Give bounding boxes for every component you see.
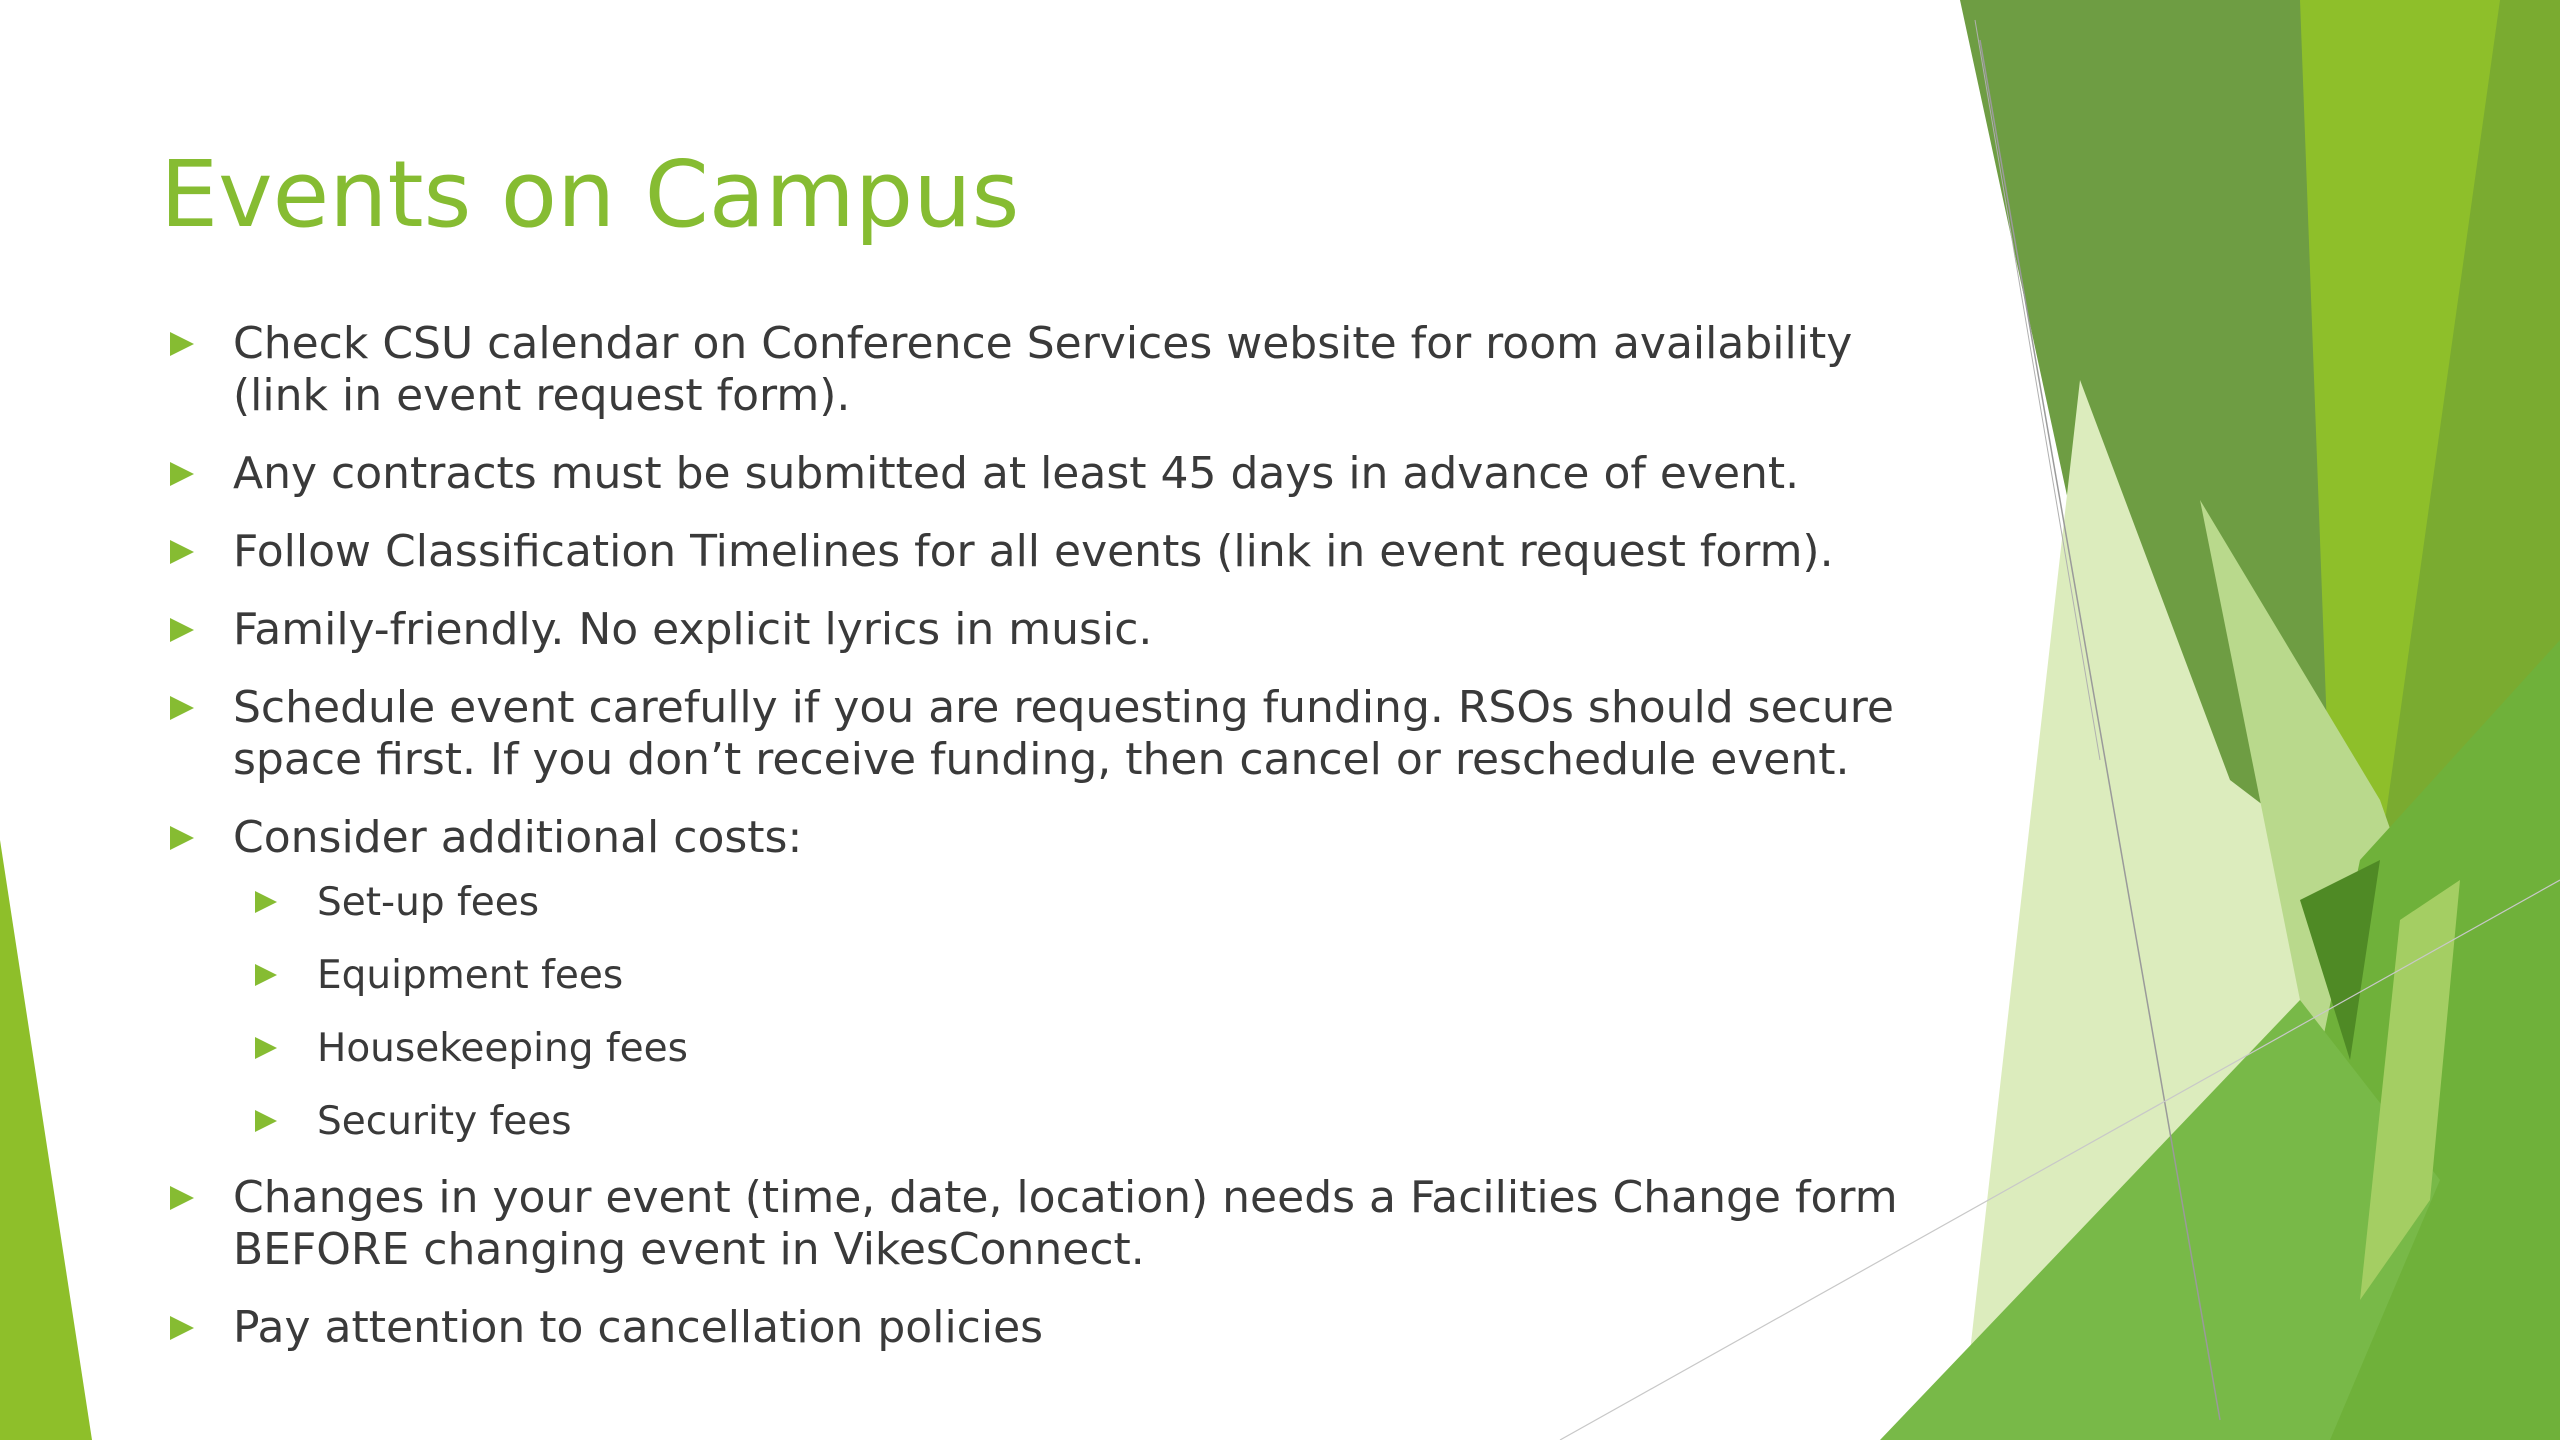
bullet-text: Check CSU calendar on Conference Services website for room availability (link in event request form). bbox=[233, 318, 1853, 421]
bullet-item bbox=[160, 812, 1960, 1145]
bullet-arrow-icon bbox=[170, 462, 194, 486]
sub-bullet-arrow-icon bbox=[255, 891, 277, 913]
sub-bullet-arrow-icon bbox=[255, 964, 277, 986]
bullet-arrow-icon bbox=[170, 1186, 194, 1210]
bullet-item bbox=[160, 318, 1960, 422]
bullet-arrow-icon bbox=[170, 1316, 194, 1340]
sub-bullet-item bbox=[245, 1026, 1960, 1072]
bullet-arrow-icon bbox=[170, 332, 194, 356]
sub-bullet-text: Housekeeping fees bbox=[317, 1026, 688, 1071]
bullet-text: Schedule event carefully if you are requesting funding. RSOs should secure space first. If you don’t receive funding, then cancel or reschedule event. bbox=[233, 682, 1894, 785]
bullet-item bbox=[160, 526, 1960, 578]
sub-bullet-text: Equipment fees bbox=[317, 953, 624, 998]
facet-left-sliver bbox=[0, 840, 92, 1440]
bullet-arrow-icon bbox=[170, 696, 194, 720]
bullet-arrow-icon bbox=[170, 826, 194, 850]
bullet-item bbox=[160, 1172, 1960, 1276]
bullet-text: Follow Classification Timelines for all events (link in event request form). bbox=[233, 526, 1834, 577]
bullet-list bbox=[160, 318, 1960, 1380]
sub-bullet-item bbox=[245, 1099, 1960, 1145]
bullet-item bbox=[160, 448, 1960, 500]
bullet-arrow-icon bbox=[170, 618, 194, 642]
bullet-text: Pay attention to cancellation policies bbox=[233, 1302, 1044, 1353]
sub-bullet-item bbox=[245, 880, 1960, 926]
sub-bullet-arrow-icon bbox=[255, 1110, 277, 1132]
slide-title: Events on Campus bbox=[160, 141, 1020, 248]
sub-bullet-arrow-icon bbox=[255, 1037, 277, 1059]
sub-bullet-text: Security fees bbox=[317, 1099, 572, 1144]
sub-bullet-text: Set-up fees bbox=[317, 880, 540, 925]
bullet-text: Consider additional costs: bbox=[233, 812, 803, 863]
bullet-arrow-icon bbox=[170, 540, 194, 564]
bullet-item bbox=[160, 682, 1960, 786]
sub-bullet-list bbox=[233, 880, 1960, 1145]
sub-bullet-item bbox=[245, 953, 1960, 999]
bullet-item bbox=[160, 604, 1960, 656]
bullet-text: Changes in your event (time, date, location) needs a Facilities Change form BEFORE changing event in VikesConnect. bbox=[233, 1172, 1898, 1275]
bullet-text: Family-friendly. No explicit lyrics in music. bbox=[233, 604, 1153, 655]
bullet-text: Any contracts must be submitted at least 45 days in advance of event. bbox=[233, 448, 1800, 499]
bullet-item bbox=[160, 1302, 1960, 1354]
